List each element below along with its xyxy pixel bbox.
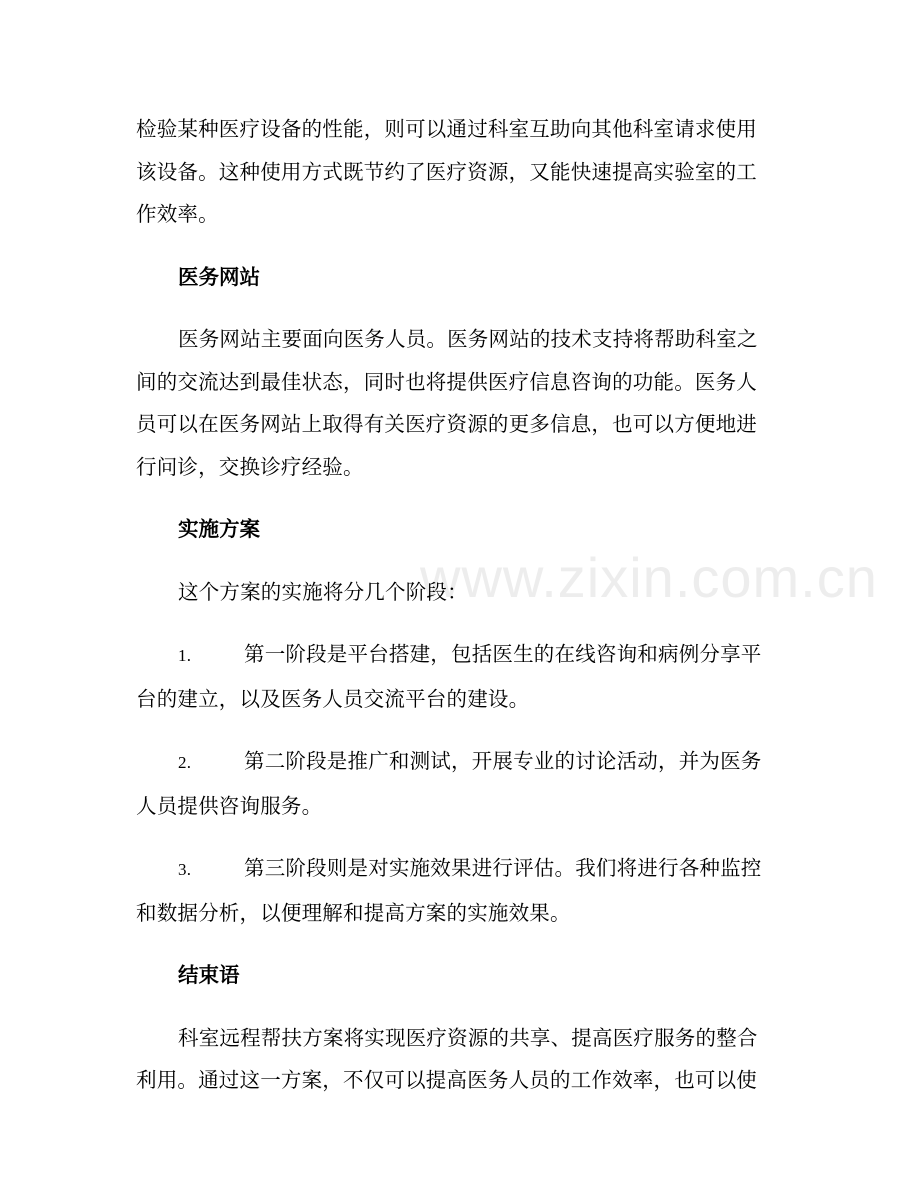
spacer: [136, 997, 776, 1017]
list-item-text: 第二阶段是推广和测试，开展专业的讨论活动，并为医务: [244, 749, 762, 773]
spacer: [136, 551, 776, 571]
spacer: [136, 827, 776, 847]
paragraph-medical-website: 医务网站主要面向医务人员。医务网站的技术支持将帮助科室之间的交流达到最佳状态，同时也将提供医疗信息咨询的功能。医务人员可以在医务网站上取得有关医疗资源的更多信息，也可以方便地进行问诊，交换诊疗经验。: [136, 327, 758, 479]
list-item-first-line: [136, 740, 776, 785]
list-item-text: 第三阶段则是对实施效果进行评估。我们将进行各种监控: [244, 856, 762, 880]
list-item-text-continued: 人员提供咨询服务。: [136, 793, 323, 818]
list-item: [136, 847, 776, 934]
spacer: [136, 613, 776, 633]
heading-conclusion: 结束语: [178, 963, 240, 987]
list-item-first-line: [136, 633, 776, 678]
spacer: [136, 488, 776, 508]
list-item-text-continued: 和数据分析，以便理解和提高方案的实施效果。: [136, 900, 571, 925]
spacer: [136, 298, 776, 318]
spacer: [136, 720, 776, 740]
list-item-number: 1.: [178, 646, 192, 665]
list-item: [136, 740, 776, 827]
list-item-text-continued: 台的建立，以及医务人员交流平台的建设。: [136, 686, 530, 711]
list-item-first-line: [136, 847, 776, 892]
heading-implementation-plan: 实施方案: [178, 517, 260, 541]
paragraph-conclusion: 科室远程帮扶方案将实现医疗资源的共享、提高医疗服务的整合利用。通过这一方案，不仅可以提高医务人员的工作效率，也可以使: [136, 1025, 758, 1092]
document-body: [136, 108, 776, 1102]
paragraph-continued: 检验某种医疗设备的性能，则可以通过科室互助向其他科室请求使用该设备。这种使用方式既节约了医疗资源，又能快速提高实验室的工作效率。: [136, 117, 757, 226]
watermark: www.zixin.com.cn: [420, 546, 878, 609]
spacer: [136, 934, 776, 954]
list-item-number: 3.: [178, 860, 192, 879]
list-item-number: 2.: [178, 753, 192, 772]
list-item: [136, 633, 776, 720]
spacer: [136, 236, 776, 256]
heading-medical-website: 医务网站: [178, 264, 260, 289]
list-item-text: 第一阶段是平台搭建，包括医生的在线咨询和病例分享平: [244, 642, 762, 666]
paragraph-plan-intro: 这个方案的实施将分几个阶段：: [178, 579, 468, 604]
